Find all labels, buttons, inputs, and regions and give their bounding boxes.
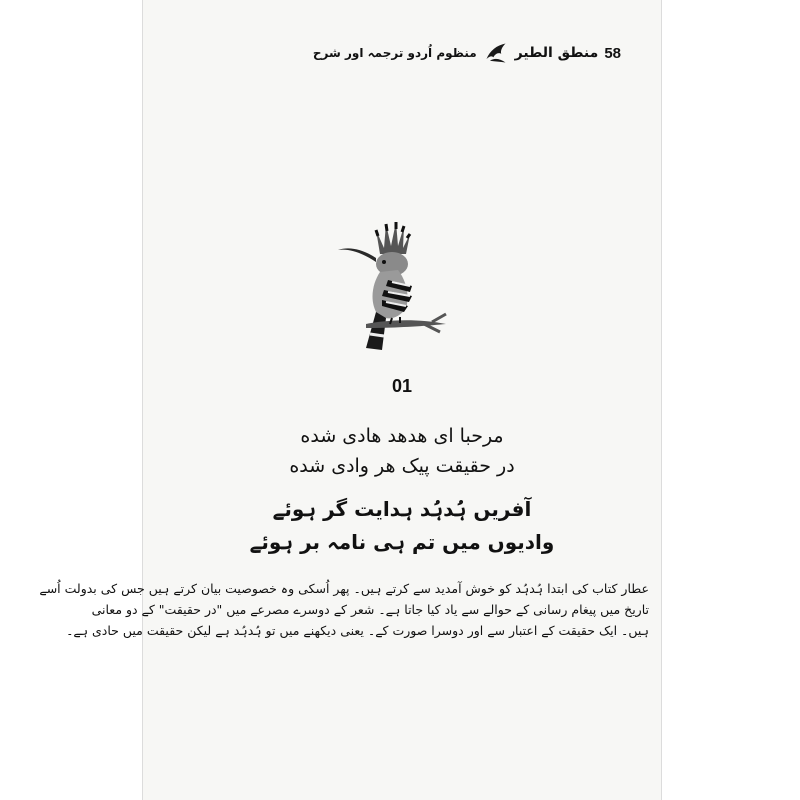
commentary-line-1: عطار کتاب کی ابتدا ہُدہُد کو خوش آمدید سے کرتے ہیں۔ پھر اُسکی وہ خصوصیت بیان کرتے ہیں جس کی بدولت اُسے bbox=[39, 581, 649, 596]
commentary-line-2: تاریخ میں پیغام رسانی کے حوالے سے یاد کیا جاتا ہے۔ شعر کے دوسرے مصرعے میں "در حقیقت" کے دو معانی bbox=[91, 602, 649, 617]
persian-verse-line-1: مرحبا ای هدهد هادی شده bbox=[300, 425, 504, 447]
urdu-verse-line-1: آفریں ہُدہُد ہدایت گر ہوئے bbox=[272, 497, 532, 521]
commentary-paragraph bbox=[39, 578, 649, 641]
persian-verse-line-2: در حقیقت پیک هر وادی شده bbox=[289, 455, 515, 477]
book-page bbox=[39, 0, 661, 800]
book-title: منطق الطیر bbox=[514, 45, 599, 61]
hoopoe-bird-illustration bbox=[336, 220, 466, 360]
running-header bbox=[313, 40, 621, 66]
urdu-verse-line-2: وادیوں میں تم ہی نامہ بر ہوئے bbox=[249, 530, 555, 554]
book-subtitle: منظوم اُردو ترجمہ اور شرح bbox=[312, 46, 477, 60]
page-number: 58 bbox=[604, 44, 621, 62]
section-number: 01 bbox=[391, 376, 413, 396]
commentary-line-3: ہیں۔ ایک حقیقت کے اعتبار سے اور دوسرا صورت کے۔ یعنی دیکھنے میں تو ہُدہُد ہے لیکن حقیقت میں حادی ہے۔ bbox=[66, 623, 649, 638]
bird-ornament-icon bbox=[483, 40, 509, 66]
